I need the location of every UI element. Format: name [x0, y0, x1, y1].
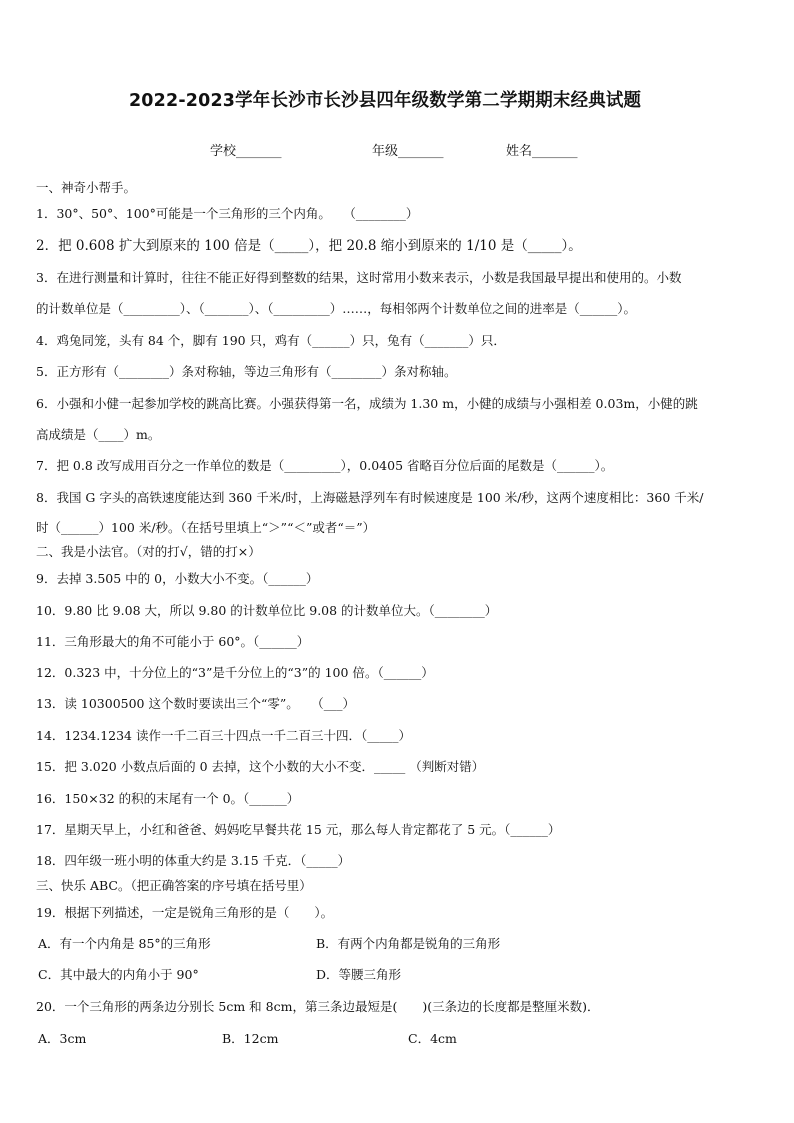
question-8-line-2: 时（______）100 米/秒。（在括号里填上“＞”“＜”或者“＝”） [36, 520, 376, 535]
section-heading-1: 一、神奇小帮手。 [36, 180, 137, 195]
question-6-line-1: 6．小强和小健一起参加学校的跳高比赛。小强获得第一名，成绩为 1.30 m，小健的成绩与小强相差 0.03m，小健的跳 [36, 396, 698, 411]
question-1: 1．30°、50°、100°可能是一个三角形的三个内角。 （________） [36, 206, 419, 221]
school-field: 学校_______ [210, 144, 282, 159]
q20-option-b: B．12cm [222, 1031, 279, 1046]
section-heading-2: 二、我是小法官。（对的打√，错的打×） [36, 544, 261, 559]
question-13: 13．读 10300500 这个数时要读出三个“零”。 （___） [36, 696, 356, 711]
q19-option-b: B．有两个内角都是锐角的三角形 [316, 936, 501, 951]
question-8-line-1: 8．我国 G 字头的高铁速度能达到 360 千米/时，上海磁悬浮列车有时候速度是 100 米/秒，这两个速度相比：360 千米/ [36, 490, 704, 505]
name-field: 姓名_______ [506, 144, 578, 159]
question-18: 18．四年级一班小明的体重大约是 3.15 千克．（_____） [36, 853, 351, 868]
question-5: 5．正方形有（________）条对称轴，等边三角形有（________）条对称轴。 [36, 364, 457, 379]
q19-option-d: D．等腰三角形 [316, 967, 402, 982]
question-20: 20．一个三角形的两条边分别长 5cm 和 8cm，第三条边最短是( )(三条边的长度都是整厘米数)． [36, 999, 600, 1014]
question-7: 7．把 0.8 改写成用百分之一作单位的数是（_________），0.0405 省略百分位后面的尾数是（______）。 [36, 458, 614, 473]
q19-option-a: A．有一个内角是 85°的三角形 [38, 936, 211, 951]
grade-field: 年级_______ [372, 144, 444, 159]
q20-option-a: A．3cm [38, 1031, 87, 1046]
question-16: 16．150×32 的积的末尾有一个 0。（______） [36, 791, 300, 806]
question-14: 14．1234.1234 读作一千二百三十四点一千二百三十四．（_____） [36, 728, 411, 743]
q20-option-c: C．4cm [408, 1031, 457, 1046]
section-heading-3: 三、快乐 ABC。（把正确答案的序号填在括号里） [36, 878, 312, 893]
question-6-line-2: 高成绩是（____）m。 [36, 427, 161, 442]
question-11: 11．三角形最大的角不可能小于 60°。（______） [36, 634, 310, 649]
question-12: 12．0.323 中，十分位上的“3”是千分位上的“3”的 100 倍。（______） [36, 665, 434, 680]
question-9: 9．去掉 3.505 中的 0，小数大小不变。（______） [36, 571, 319, 586]
question-17: 17．星期天早上，小红和爸爸、妈妈吃早餐共花 15 元，那么每人肯定都花了 5 元。（______） [36, 822, 561, 837]
page-title: 2022-2023学年长沙市长沙县四年级数学第二学期期末经典试题 [128, 90, 642, 111]
question-3-line-1: 3．在进行测量和计算时，往往不能正好得到整数的结果，这时常用小数来表示，小数是我国最早提出和使用的。小数 [36, 270, 682, 285]
question-19: 19．根据下列描述，一定是锐角三角形的是（ ）。 [36, 905, 334, 920]
question-10: 10．9.80 比 9.08 大，所以 9.80 的计数单位比 9.08 的计数单位大。（________） [36, 603, 498, 618]
question-15: 15．把 3.020 小数点后面的 0 去掉，这个小数的大小不变．_____ （判断对错） [36, 759, 485, 774]
question-3-line-2: 的计数单位是（_________）、（_______）、（_________）……，每相邻两个计数单位之间的进率是（______）。 [36, 301, 637, 316]
q19-option-c: C．其中最大的内角小于 90° [38, 967, 199, 982]
question-4: 4．鸡兔同笼，头有 84 个，脚有 190 只，鸡有（______）只，兔有（_______）只． [36, 333, 506, 348]
question-2: 2．把 0.608 扩大到原来的 100 倍是（_____），把 20.8 缩小到原来的 1/10 是（_____）。 [36, 238, 582, 254]
